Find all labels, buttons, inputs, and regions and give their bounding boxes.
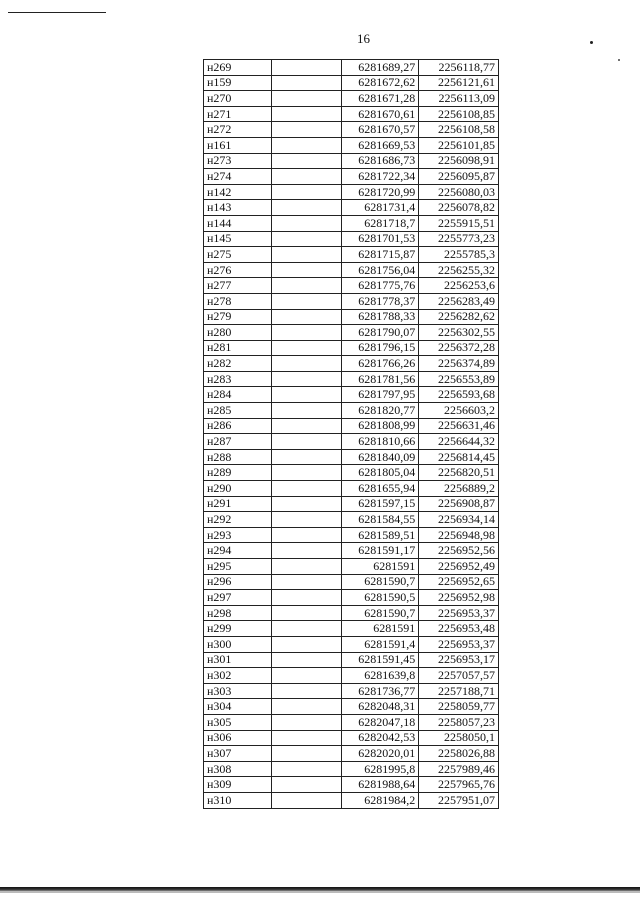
point-id-cell: н276 [204,262,272,278]
blank-cell [272,262,341,278]
point-id-cell: н270 [204,91,272,107]
point-id-cell: н302 [204,668,272,684]
blank-cell [272,481,341,497]
blank-cell [272,200,341,216]
y-coordinate-cell: 2256282,62 [419,309,499,325]
y-coordinate-cell: 2255785,3 [419,247,499,263]
y-coordinate-cell: 2256889,2 [419,481,499,497]
y-coordinate-cell: 2257965,76 [419,777,499,793]
blank-cell [272,371,341,387]
blank-cell [272,278,341,294]
table-row [204,340,499,356]
y-coordinate-cell: 2256118,77 [419,60,499,76]
x-coordinate-cell: 6281589,51 [341,527,419,543]
blank-cell [272,559,341,575]
x-coordinate-cell: 6281731,4 [341,200,419,216]
table-row [204,590,499,606]
x-coordinate-cell: 6281584,55 [341,512,419,528]
blank-cell [272,231,341,247]
table-row [204,730,499,746]
table-row [204,777,499,793]
y-coordinate-cell: 2256283,49 [419,293,499,309]
table-row [204,746,499,762]
point-id-cell: н306 [204,730,272,746]
x-coordinate-cell: 6281775,76 [341,278,419,294]
table-row [204,278,499,294]
x-coordinate-cell: 6282042,53 [341,730,419,746]
x-coordinate-cell: 6281639,8 [341,668,419,684]
table-row [204,247,499,263]
x-coordinate-cell: 6281591 [341,621,419,637]
table-row [204,262,499,278]
bottom-scan-edge-faint [0,891,640,893]
table-row [204,434,499,450]
table-row [204,574,499,590]
table-row [204,418,499,434]
x-coordinate-cell: 6281840,09 [341,449,419,465]
point-id-cell: н275 [204,247,272,263]
point-id-cell: н309 [204,777,272,793]
table-row [204,652,499,668]
y-coordinate-cell: 2256113,09 [419,91,499,107]
table-row [204,184,499,200]
x-coordinate-cell: 6282020,01 [341,746,419,762]
blank-cell [272,169,341,185]
table-row [204,371,499,387]
y-coordinate-cell: 2256953,37 [419,636,499,652]
y-coordinate-cell: 2256302,55 [419,325,499,341]
x-coordinate-cell: 6281790,07 [341,325,419,341]
point-id-cell: н286 [204,418,272,434]
y-coordinate-cell: 2256078,82 [419,200,499,216]
point-id-cell: н297 [204,590,272,606]
x-coordinate-cell: 6281591,4 [341,636,419,652]
point-id-cell: н304 [204,699,272,715]
blank-cell [272,434,341,450]
blank-cell [272,668,341,684]
point-id-cell: н303 [204,683,272,699]
top-rule [8,12,106,13]
blank-cell [272,590,341,606]
point-id-cell: н289 [204,465,272,481]
blank-cell [272,777,341,793]
x-coordinate-cell: 6281720,99 [341,184,419,200]
y-coordinate-cell: 2256631,46 [419,418,499,434]
x-coordinate-cell: 6281715,87 [341,247,419,263]
table-row [204,527,499,543]
y-coordinate-cell: 2258050,1 [419,730,499,746]
blank-cell [272,403,341,419]
blank-cell [272,60,341,76]
y-coordinate-cell: 2256820,51 [419,465,499,481]
scan-speck [590,41,593,44]
table-row [204,481,499,497]
point-id-cell: н288 [204,449,272,465]
y-coordinate-cell: 2257057,57 [419,668,499,684]
y-coordinate-cell: 2255773,23 [419,231,499,247]
table-row [204,106,499,122]
x-coordinate-cell: 6281672,62 [341,75,419,91]
table-row [204,449,499,465]
point-id-cell: н285 [204,403,272,419]
table-row [204,403,499,419]
y-coordinate-cell: 2258026,88 [419,746,499,762]
point-id-cell: н274 [204,169,272,185]
x-coordinate-cell: 6281788,33 [341,309,419,325]
y-coordinate-cell: 2256108,85 [419,106,499,122]
x-coordinate-cell: 6281591,45 [341,652,419,668]
point-id-cell: н308 [204,761,272,777]
blank-cell [272,512,341,528]
table-row [204,215,499,231]
x-coordinate-cell: 6281701,53 [341,231,419,247]
blank-cell [272,465,341,481]
point-id-cell: н307 [204,746,272,762]
x-coordinate-cell: 6281805,04 [341,465,419,481]
page-number: 16 [357,31,370,46]
x-coordinate-cell: 6281718,7 [341,215,419,231]
blank-cell [272,356,341,372]
x-coordinate-cell: 6281669,53 [341,137,419,153]
blank-cell [272,215,341,231]
y-coordinate-cell: 2256098,91 [419,153,499,169]
point-id-cell: н161 [204,137,272,153]
x-coordinate-cell: 6281810,66 [341,434,419,450]
blank-cell [272,293,341,309]
x-coordinate-cell: 6281590,7 [341,574,419,590]
y-coordinate-cell: 2256374,89 [419,356,499,372]
x-coordinate-cell: 6281689,27 [341,60,419,76]
y-coordinate-cell: 2256952,56 [419,543,499,559]
coordinates-table [203,59,499,809]
table-row [204,512,499,528]
x-coordinate-cell: 6281988,64 [341,777,419,793]
point-id-cell: н290 [204,481,272,497]
x-coordinate-cell: 6281995,8 [341,761,419,777]
point-id-cell: н292 [204,512,272,528]
x-coordinate-cell: 6281820,77 [341,403,419,419]
table-row [204,761,499,777]
x-coordinate-cell: 6281591 [341,559,419,575]
blank-cell [272,699,341,715]
y-coordinate-cell: 2256953,17 [419,652,499,668]
y-coordinate-cell: 2256108,58 [419,122,499,138]
x-coordinate-cell: 6281797,95 [341,387,419,403]
point-id-cell: н294 [204,543,272,559]
table-row [204,621,499,637]
y-coordinate-cell: 2257989,46 [419,761,499,777]
y-coordinate-cell: 2256644,32 [419,434,499,450]
y-coordinate-cell: 2256121,61 [419,75,499,91]
x-coordinate-cell: 6281984,2 [341,792,419,808]
x-coordinate-cell: 6281686,73 [341,153,419,169]
y-coordinate-cell: 2257188,71 [419,683,499,699]
table-row [204,325,499,341]
x-coordinate-cell: 6281722,34 [341,169,419,185]
table-row [204,356,499,372]
table-row [204,699,499,715]
table-row [204,122,499,138]
blank-cell [272,496,341,512]
point-id-cell: н293 [204,527,272,543]
y-coordinate-cell: 2256952,49 [419,559,499,575]
point-id-cell: н280 [204,325,272,341]
y-coordinate-cell: 2256948,98 [419,527,499,543]
y-coordinate-cell: 2256603,2 [419,403,499,419]
x-coordinate-cell: 6281597,15 [341,496,419,512]
table-row [204,293,499,309]
y-coordinate-cell: 2255915,51 [419,215,499,231]
point-id-cell: н272 [204,122,272,138]
table-row [204,496,499,512]
coordinates-table-body [204,60,499,809]
x-coordinate-cell: 6281808,99 [341,418,419,434]
y-coordinate-cell: 2256814,45 [419,449,499,465]
table-row [204,60,499,76]
point-id-cell: н269 [204,60,272,76]
table-row [204,137,499,153]
blank-cell [272,153,341,169]
point-id-cell: н279 [204,309,272,325]
point-id-cell: н305 [204,714,272,730]
blank-cell [272,543,341,559]
x-coordinate-cell: 6281590,7 [341,605,419,621]
y-coordinate-cell: 2256593,68 [419,387,499,403]
blank-cell [272,122,341,138]
point-id-cell: н144 [204,215,272,231]
blank-cell [272,574,341,590]
x-coordinate-cell: 6281670,57 [341,122,419,138]
point-id-cell: н282 [204,356,272,372]
blank-cell [272,761,341,777]
x-coordinate-cell: 6281781,56 [341,371,419,387]
y-coordinate-cell: 2256080,03 [419,184,499,200]
table-row [204,153,499,169]
point-id-cell: н310 [204,792,272,808]
blank-cell [272,75,341,91]
y-coordinate-cell: 2256953,37 [419,605,499,621]
y-coordinate-cell: 2256934,14 [419,512,499,528]
blank-cell [272,340,341,356]
table-row [204,559,499,575]
point-id-cell: н273 [204,153,272,169]
blank-cell [272,621,341,637]
blank-cell [272,792,341,808]
table-row [204,792,499,808]
point-id-cell: н271 [204,106,272,122]
blank-cell [272,636,341,652]
point-id-cell: н291 [204,496,272,512]
y-coordinate-cell: 2258059,77 [419,699,499,715]
y-coordinate-cell: 2256908,87 [419,496,499,512]
table-row [204,200,499,216]
blank-cell [272,184,341,200]
point-id-cell: н295 [204,559,272,575]
point-id-cell: н284 [204,387,272,403]
y-coordinate-cell: 2256095,87 [419,169,499,185]
point-id-cell: н281 [204,340,272,356]
y-coordinate-cell: 2256953,48 [419,621,499,637]
y-coordinate-cell: 2256101,85 [419,137,499,153]
point-id-cell: н142 [204,184,272,200]
point-id-cell: н145 [204,231,272,247]
table-row [204,91,499,107]
blank-cell [272,449,341,465]
blank-cell [272,387,341,403]
table-row [204,668,499,684]
blank-cell [272,527,341,543]
x-coordinate-cell: 6282047,18 [341,714,419,730]
point-id-cell: н298 [204,605,272,621]
y-coordinate-cell: 2256253,6 [419,278,499,294]
point-id-cell: н299 [204,621,272,637]
x-coordinate-cell: 6281778,37 [341,293,419,309]
point-id-cell: н301 [204,652,272,668]
blank-cell [272,309,341,325]
x-coordinate-cell: 6281591,17 [341,543,419,559]
blank-cell [272,714,341,730]
y-coordinate-cell: 2256952,98 [419,590,499,606]
table-row [204,683,499,699]
table-row [204,75,499,91]
x-coordinate-cell: 6281670,61 [341,106,419,122]
point-id-cell: н143 [204,200,272,216]
x-coordinate-cell: 6282048,31 [341,699,419,715]
table-row [204,387,499,403]
point-id-cell: н296 [204,574,272,590]
point-id-cell: н159 [204,75,272,91]
point-id-cell: н300 [204,636,272,652]
x-coordinate-cell: 6281796,15 [341,340,419,356]
table-row [204,465,499,481]
y-coordinate-cell: 2256952,65 [419,574,499,590]
x-coordinate-cell: 6281766,26 [341,356,419,372]
y-coordinate-cell: 2258057,23 [419,714,499,730]
blank-cell [272,418,341,434]
point-id-cell: н287 [204,434,272,450]
x-coordinate-cell: 6281655,94 [341,481,419,497]
x-coordinate-cell: 6281671,28 [341,91,419,107]
blank-cell [272,106,341,122]
y-coordinate-cell: 2256372,28 [419,340,499,356]
point-id-cell: н278 [204,293,272,309]
blank-cell [272,652,341,668]
table-row [204,309,499,325]
x-coordinate-cell: 6281590,5 [341,590,419,606]
table-row [204,169,499,185]
blank-cell [272,683,341,699]
table-row [204,231,499,247]
y-coordinate-cell: 2256255,32 [419,262,499,278]
point-id-cell: н283 [204,371,272,387]
y-coordinate-cell: 2256553,89 [419,371,499,387]
table-row [204,605,499,621]
table-row [204,636,499,652]
blank-cell [272,605,341,621]
y-coordinate-cell: 2257951,07 [419,792,499,808]
table-row [204,543,499,559]
blank-cell [272,91,341,107]
blank-cell [272,137,341,153]
blank-cell [272,746,341,762]
table-row [204,714,499,730]
blank-cell [272,325,341,341]
x-coordinate-cell: 6281736,77 [341,683,419,699]
point-id-cell: н277 [204,278,272,294]
x-coordinate-cell: 6281756,04 [341,262,419,278]
blank-cell [272,247,341,263]
blank-cell [272,730,341,746]
scan-speck [618,59,620,61]
